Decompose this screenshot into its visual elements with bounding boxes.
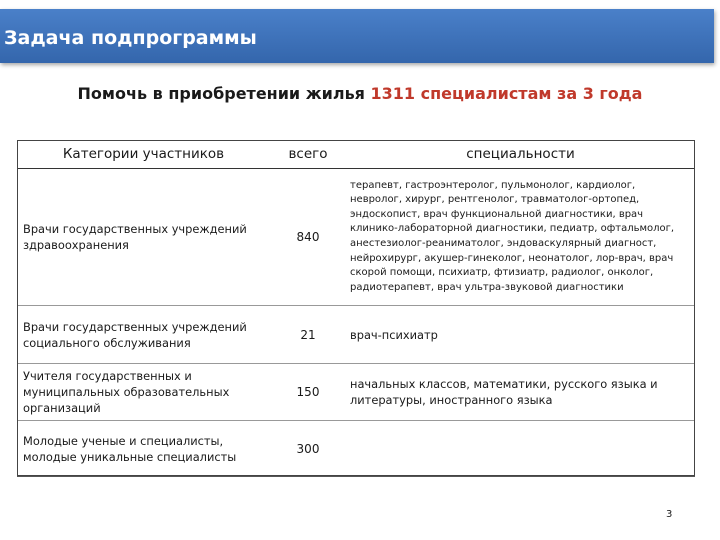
participants-table: [17, 140, 695, 477]
table-header-row: [17, 140, 695, 169]
header-specialties: специальности: [346, 140, 695, 169]
table-row: [17, 306, 695, 364]
row-category: Врачи государственных учреждений социального обслуживания: [17, 306, 270, 364]
table-row: [17, 421, 695, 477]
row-specialties: начальных классов, математики, русского языка и литературы, иностранного языка: [346, 364, 695, 421]
header-total: всего: [270, 140, 346, 169]
row-total: 150: [270, 364, 346, 421]
row-category: Врачи государственных учреждений здравоохранения: [17, 169, 270, 306]
title-bar: [0, 9, 714, 63]
row-total: 21: [270, 306, 346, 364]
row-category: Учителя государственных и муниципальных образовательных организаций: [17, 364, 270, 421]
row-specialties: [346, 421, 695, 477]
row-total: 300: [270, 421, 346, 477]
header-categories: Категории участников: [17, 140, 270, 169]
subtitle-accent: 1311 специалистам за 3 года: [370, 84, 643, 103]
table-row: [17, 169, 695, 306]
row-category: Молодые ученые и специалисты, молодые уникальные специалисты: [17, 421, 270, 477]
row-specialties: врач-психиатр: [346, 306, 695, 364]
table-row: [17, 364, 695, 421]
row-total: 840: [270, 169, 346, 306]
slide-subtitle: [0, 84, 720, 103]
subtitle-prefix: Помочь в приобретении жилья: [77, 84, 371, 103]
page-number: 3: [666, 509, 673, 520]
row-specialties: терапевт, гастроэнтеролог, пульмонолог, кардиолог, невролог, хирург, рентгенолог, травматолог-ортопед, эндоскопист, врач функциональной диагностики, врач клинико-лабораторной диагностики, педиатр, офтальмолог, анестезиолог-реаниматолог, эндоваскулярный диагност, нейрохирург, акушер-гинеколог, неонатолог, лор-врач, врач скорой помощи, психиатр, фтизиатр, радиолог, онколог, радиотерапевт, врач ультра-звуковой диагностики: [346, 169, 695, 306]
slide-title: Задача подпрограммы: [4, 27, 257, 49]
